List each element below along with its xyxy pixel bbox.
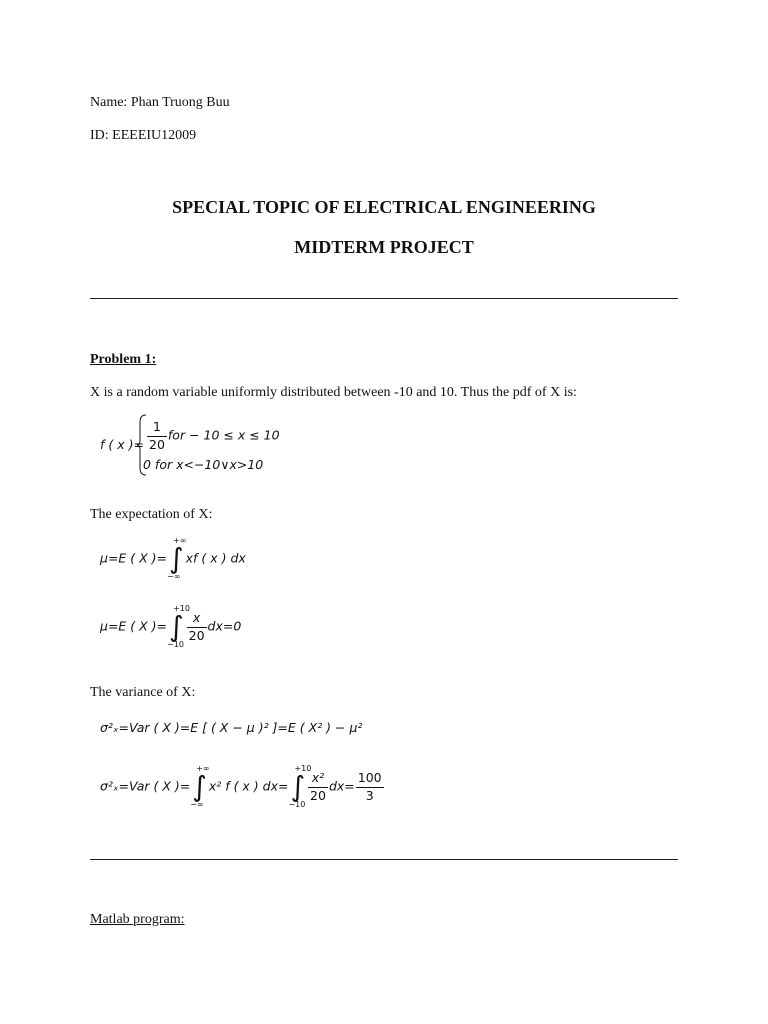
variance-formula-2 (100, 764, 385, 809)
exp2-lower: −10 (167, 640, 184, 649)
exp2-lhs: μ=E ( X )= (100, 618, 168, 634)
exp2-num: x (187, 612, 207, 628)
var2-num: x² (308, 772, 328, 788)
integral-icon: ∫ (192, 770, 207, 803)
exp1-lower: −∞ (167, 572, 181, 581)
var2-lower2: −10 (288, 800, 306, 809)
exp2-upper: +10 (173, 604, 190, 613)
document-title: SPECIAL TOPIC OF ELECTRICAL ENGINEERING (172, 197, 596, 217)
exp1-lhs: μ=E ( X )= (100, 550, 168, 566)
student-name: Name: Phan Truong Buu (90, 95, 230, 110)
exp1-integrand: xf ( x ) dx (185, 550, 246, 566)
pdf-case1 (146, 421, 280, 451)
integral-icon: ∫ (169, 610, 184, 643)
exp1-upper: +∞ (173, 536, 187, 545)
variance-label: The variance of X: (90, 685, 196, 700)
var2-mid: dx= (328, 778, 355, 794)
expectation-label: The expectation of X: (90, 507, 213, 522)
student-id: ID: EEEEIU12009 (90, 128, 197, 143)
pdf-case2: 0 for x<−10∨x>10 (143, 457, 264, 472)
pdf-lhs: f ( x )= (100, 437, 144, 452)
problem-intro: X is a random variable uniformly distributed between -10 and 10. Thus the pdf of X is: (90, 385, 577, 400)
pdf-frac-den: 20 (149, 436, 165, 452)
matlab-heading: Matlab program: (90, 912, 185, 927)
pdf-case1-cond: for − 10 ≤ x ≤ 10 (167, 427, 280, 443)
expectation-formula-1 (100, 536, 246, 581)
var2-den: 20 (310, 787, 326, 803)
problem-heading: Problem 1: (90, 352, 157, 367)
var2-upper1: +∞ (196, 764, 210, 773)
var2-integrand1: x² f ( x ) dx= (208, 778, 289, 794)
var2-res-den: 3 (365, 787, 374, 803)
divider-top (90, 298, 678, 299)
exp2-rhs: dx=0 (207, 618, 242, 634)
integral-icon: ∫ (290, 770, 306, 803)
var2-lhs: σ²ₓ=Var ( X )= (100, 778, 191, 794)
var2-res-num: 100 (356, 772, 384, 788)
divider-bottom (90, 859, 678, 860)
var2-lower1: −∞ (190, 800, 204, 809)
var2-upper2: +10 (294, 764, 312, 773)
variance-formula-1: σ²ₓ=Var ( X )=E [ ( X − μ )² ]=E ( X² ) − μ² (100, 720, 363, 735)
document-subtitle: MIDTERM PROJECT (294, 237, 474, 257)
exp2-den: 20 (188, 627, 205, 643)
integral-icon: ∫ (169, 542, 184, 575)
pdf-frac-num: 1 (147, 421, 167, 437)
expectation-formula-2 (100, 604, 242, 649)
